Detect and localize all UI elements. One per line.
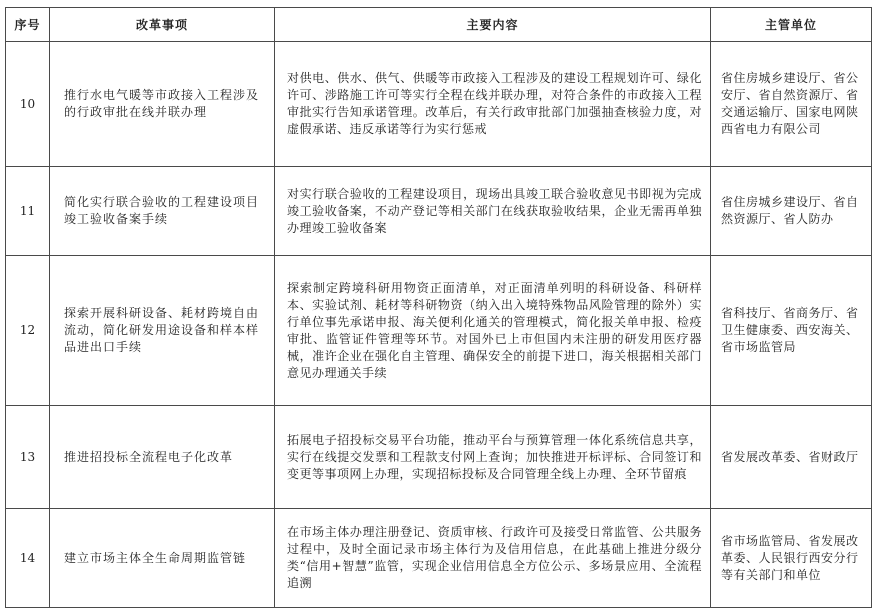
- table-row: [6, 406, 872, 509]
- row-item: 简化实行联合验收的工程建设项目竣工验收备案手续: [50, 167, 275, 256]
- row-dept: 省科技厅、省商务厅、省卫生健康委、西安海关、省市场监管局: [711, 256, 872, 406]
- header-content: 主要内容: [275, 8, 711, 42]
- header-dept: 主管单位: [711, 8, 872, 42]
- row-dept: 省住房城乡建设厅、省公安厅、省自然资源厅、省交通运输厅、国家电网陕西省电力有限公司: [711, 42, 872, 167]
- table-row: [6, 167, 872, 256]
- header-no: 序号: [6, 8, 50, 42]
- row-dept: 省住房城乡建设厅、省自然资源厅、省人防办: [711, 167, 872, 256]
- row-content: 对实行联合验收的工程建设项目，现场出具竣工联合验收意见书即视为完成竣工验收备案，不动产登记等相关部门在线获取验收结果，企业无需再单独办理竣工验收备案: [275, 167, 711, 256]
- table-header-row: [6, 8, 872, 42]
- row-no: 13: [6, 406, 50, 509]
- document-page: [5, 7, 871, 608]
- table-row: [6, 256, 872, 406]
- row-content: 拓展电子招投标交易平台功能，推动平台与预算管理一体化系统信息共享，实行在线提交发票和工程款支付网上查询；加快推进开标评标、合同签订和变更等事项网上办理，实现招标投标及合同管理全线上办理、全环节留痕: [275, 406, 711, 509]
- row-item: 推行水电气暖等市政接入工程涉及的行政审批在线并联办理: [50, 42, 275, 167]
- row-content: 探索制定跨境科研用物资正面清单，对正面清单列明的科研设备、科研样本、实验试剂、耗材等科研物资（纳入出入境特殊物品风险管理的除外）实行单位事先承诺申报、海关便利化通关的管理模式，简化报关单申报、检疫审批、监管证件管理等环节。对国外已上市但国内未注册的研发用医疗器械，准许企业在强化自主管理、确保安全的前提下进口，海关根据相关部门意见办理通关手续: [275, 256, 711, 406]
- row-content: 对供电、供水、供气、供暖等市政接入工程涉及的建设工程规划许可、绿化许可、涉路施工许可等实行全程在线并联办理，对符合条件的市政接入工程审批实行告知承诺管理。改革后，有关行政审批部门加强抽查核验力度，对虚假承诺、违反承诺等行为实行惩戒: [275, 42, 711, 167]
- row-item: 探索开展科研设备、耗材跨境自由流动，简化研发用途设备和样本样品进出口手续: [50, 256, 275, 406]
- row-content: 在市场主体办理注册登记、资质审核、行政许可及接受日常监管、公共服务过程中，及时全面记录市场主体行为及信用信息，在此基础上推进分级分类“信用+智慧”监管，实现企业信用信息全方位公示、多场景应用、全流程追溯: [275, 509, 711, 608]
- row-item: 推进招投标全流程电子化改革: [50, 406, 275, 509]
- row-no: 10: [6, 42, 50, 167]
- reform-items-table: [5, 7, 872, 608]
- row-dept: 省发展改革委、省财政厅: [711, 406, 872, 509]
- row-no: 14: [6, 509, 50, 608]
- row-no: 12: [6, 256, 50, 406]
- row-item: 建立市场主体全生命周期监管链: [50, 509, 275, 608]
- header-item: 改革事项: [50, 8, 275, 42]
- row-dept: 省市场监管局、省发展改革委、人民银行西安分行等有关部门和单位: [711, 509, 872, 608]
- table-row: [6, 509, 872, 608]
- table-row: [6, 42, 872, 167]
- row-no: 11: [6, 167, 50, 256]
